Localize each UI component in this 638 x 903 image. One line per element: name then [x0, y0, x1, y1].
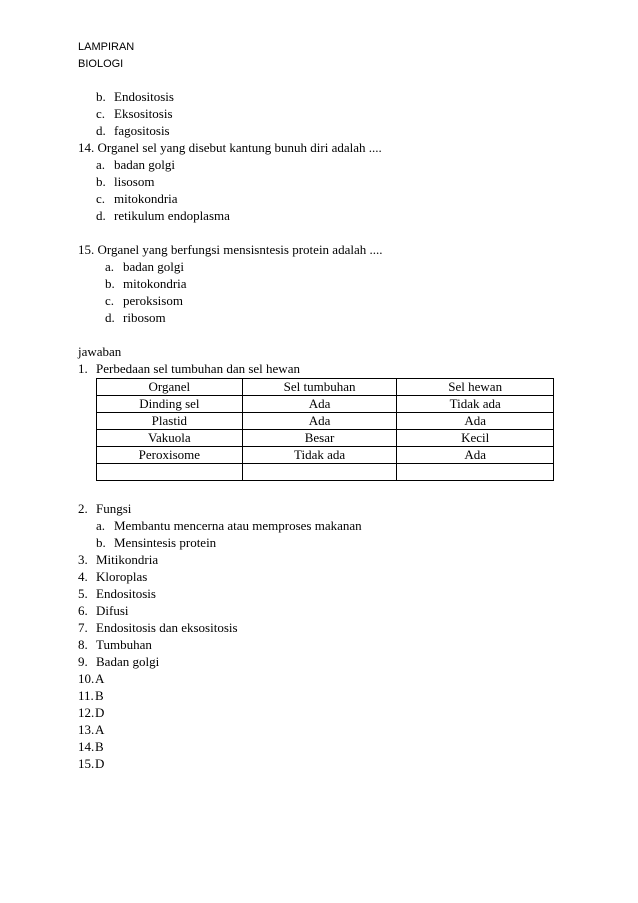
question-14: 14. Organel sel yang disebut kantung bunuh diri adalah .... [78, 140, 382, 155]
answer-11 [78, 687, 104, 704]
header-line-2: BIOLOGI [78, 58, 124, 70]
table-cell: Plastid [97, 413, 243, 430]
q14-option-a [96, 156, 175, 173]
answer-number: 10. [78, 671, 95, 686]
table-header-row [97, 379, 554, 396]
q15-option-c [105, 292, 183, 309]
answer-8 [78, 636, 152, 653]
option-text: badan golgi [123, 259, 185, 274]
option-marker: c. [96, 106, 106, 121]
table-header-cell: Sel tumbuhan [242, 379, 397, 396]
q15-option-d [105, 309, 166, 326]
table-cell [242, 464, 397, 481]
answer-10 [78, 670, 104, 687]
answer-5 [78, 585, 156, 602]
answer-number: 13. [78, 722, 95, 737]
q13-option-c [96, 105, 173, 122]
table-cell: Kecil [397, 430, 554, 447]
answer-number: 4. [78, 569, 88, 584]
table-header-cell: Sel hewan [397, 379, 554, 396]
table-cell: Ada [242, 413, 397, 430]
answer-2-sub-a [96, 517, 362, 534]
table-row [97, 396, 554, 413]
answer-number: 3. [78, 552, 88, 567]
answer-text: Endositosis dan eksositosis [96, 620, 238, 635]
table-cell: Ada [397, 447, 554, 464]
answer-4 [78, 568, 147, 585]
option-marker: c. [105, 293, 115, 308]
answer-2 [78, 500, 131, 517]
option-marker: d. [96, 123, 106, 138]
table-row-empty [97, 464, 554, 481]
q14-option-c [96, 190, 178, 207]
option-marker: a. [96, 157, 106, 172]
answer-text: B [95, 739, 104, 754]
answers-heading: jawaban [78, 344, 122, 359]
table-cell: Besar [242, 430, 397, 447]
answer-number: 1. [78, 361, 88, 376]
answer-text: D [95, 705, 105, 720]
option-text: ribosom [123, 310, 166, 325]
answer-text: Kloroplas [96, 569, 148, 584]
answer-12 [78, 704, 104, 721]
table-cell: Dinding sel [97, 396, 243, 413]
option-text: mitokondria [114, 191, 178, 206]
option-marker: b. [96, 174, 106, 189]
option-text: fagositosis [114, 123, 170, 138]
answer-2-sub-b [96, 534, 216, 551]
answer-text: Badan golgi [96, 654, 160, 669]
option-text: retikulum endoplasma [114, 208, 230, 223]
question-15: 15. Organel yang berfungsi mensisntesis protein adalah .... [78, 242, 383, 257]
option-marker: d. [105, 310, 115, 325]
answer-3 [78, 551, 158, 568]
answer-text: Difusi [96, 603, 129, 618]
table-row [97, 430, 554, 447]
sub-text: Membantu mencerna atau memproses makanan [114, 518, 362, 533]
table-cell: Tidak ada [242, 447, 397, 464]
answer-number: 6. [78, 603, 88, 618]
table-cell [397, 464, 554, 481]
answer-1 [78, 360, 300, 377]
answer-number: 11. [78, 688, 94, 703]
table-cell [97, 464, 243, 481]
table-cell: Vakuola [97, 430, 243, 447]
answer-text: A [95, 722, 105, 737]
answer-9 [78, 653, 159, 670]
option-text: Eksositosis [114, 106, 173, 121]
answer-text: Mitikondria [96, 552, 159, 567]
header-line-1: LAMPIRAN [78, 41, 135, 53]
q14-option-d [96, 207, 230, 224]
q15-option-b [105, 275, 187, 292]
option-text: lisosom [114, 174, 155, 189]
option-text: badan golgi [114, 157, 176, 172]
answer-number: 8. [78, 637, 88, 652]
answer-text: D [95, 756, 105, 771]
answer-text: Perbedaan sel tumbuhan dan sel hewan [96, 361, 300, 376]
q14-option-b [96, 173, 154, 190]
option-marker: b. [105, 276, 115, 291]
answer-number: 9. [78, 654, 88, 669]
answer-text: B [95, 688, 104, 703]
answer-number: 14. [78, 739, 95, 754]
q13-option-d [96, 122, 170, 139]
option-marker: a. [105, 259, 115, 274]
option-marker: d. [96, 208, 106, 223]
answer-number: 15. [78, 756, 95, 771]
option-text: mitokondria [123, 276, 187, 291]
answer-text: Endositosis [96, 586, 156, 601]
table-header-cell: Organel [97, 379, 243, 396]
answer-14 [78, 738, 104, 755]
option-text: Endositosis [114, 89, 174, 104]
sub-marker: b. [96, 535, 106, 550]
option-marker: b. [96, 89, 106, 104]
answer-text: Tumbuhan [96, 637, 152, 652]
answer-number: 2. [78, 501, 88, 516]
answer-13 [78, 721, 104, 738]
answer-6 [78, 602, 129, 619]
option-marker: c. [96, 191, 106, 206]
table-row [97, 447, 554, 464]
table-cell: Tidak ada [397, 396, 554, 413]
sub-marker: a. [96, 518, 106, 533]
q13-option-b [96, 88, 174, 105]
table-cell: Peroxisome [97, 447, 243, 464]
option-text: peroksisom [123, 293, 183, 308]
comparison-table [96, 378, 554, 481]
table-cell: Ada [397, 413, 554, 430]
answer-text: A [95, 671, 105, 686]
sub-text: Mensintesis protein [114, 535, 217, 550]
table-cell: Ada [242, 396, 397, 413]
answer-7 [78, 619, 238, 636]
answer-number: 5. [78, 586, 88, 601]
answer-15 [78, 755, 104, 772]
answer-text: Fungsi [96, 501, 132, 516]
q15-option-a [105, 258, 184, 275]
table-row [97, 413, 554, 430]
answer-number: 7. [78, 620, 88, 635]
answer-number: 12. [78, 705, 95, 720]
